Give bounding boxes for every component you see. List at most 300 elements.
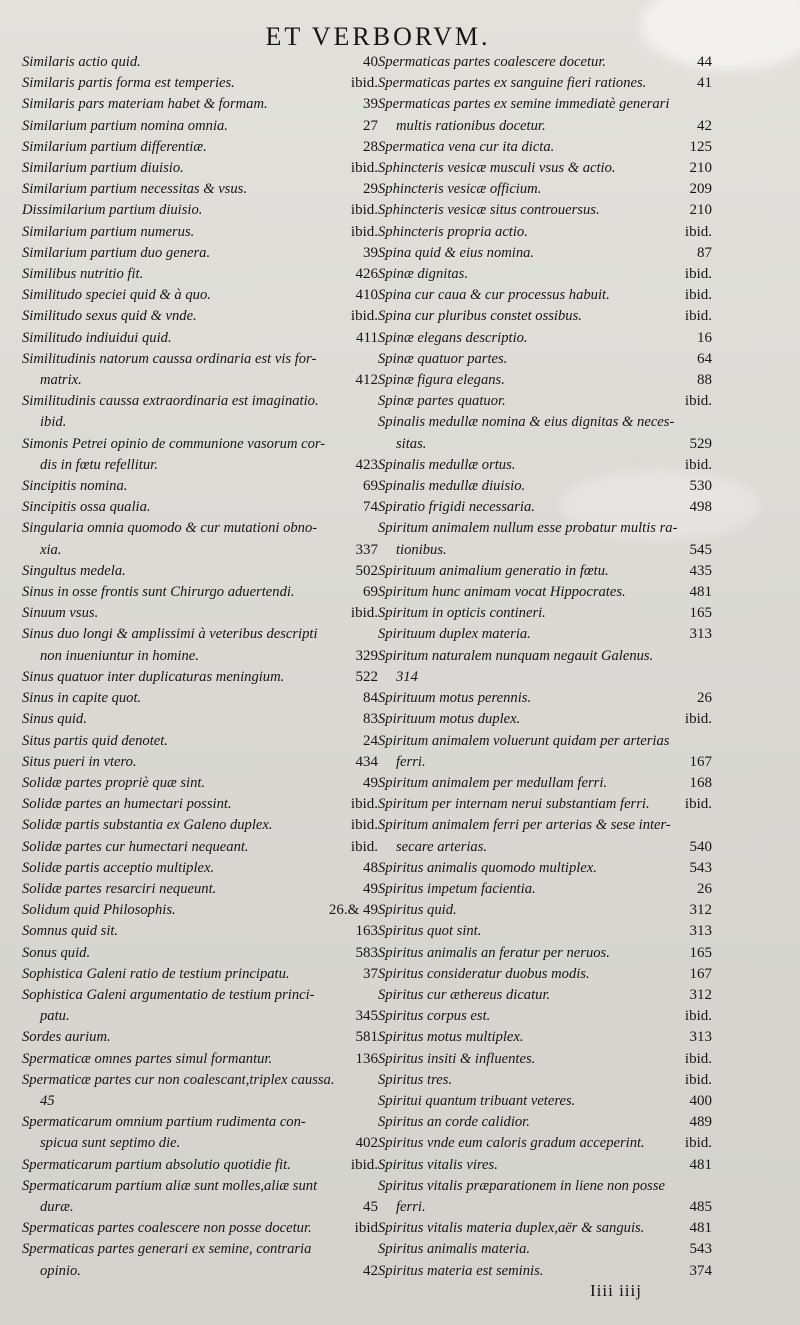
entry-page-ref: ibid.	[350, 838, 378, 855]
entry-text: Situs partis quid denotet.	[22, 732, 168, 749]
index-entry	[378, 943, 712, 964]
index-entry	[378, 1027, 712, 1048]
entry-text: Spermaticas partes ex semine immediatè generari	[378, 96, 670, 113]
entry-page-ref: 485	[689, 1198, 712, 1215]
entry-text: Similitudo indiuidui quid.	[22, 329, 172, 346]
entry-page-ref: ibid.	[684, 456, 712, 473]
index-entry	[378, 243, 712, 264]
entry-page-ref: 313	[689, 1029, 712, 1046]
index-entry	[22, 222, 378, 243]
entry-continuation: dis in fœtu refellitur.	[40, 456, 158, 473]
entry-page-ref: 165	[689, 605, 712, 622]
entry-text: Spinæ figura elegans.	[378, 372, 505, 389]
index-entry	[378, 52, 712, 73]
entry-page-ref: 481	[689, 1220, 712, 1237]
entry-text: Spermaticas partes generari ex semine, contraria	[22, 1241, 312, 1258]
entry-text: Spermaticarum partium aliæ sunt molles,aliæ sunt	[22, 1177, 318, 1194]
entry-page-ref: 498	[689, 499, 712, 516]
entry-page-ref: 543	[689, 859, 712, 876]
entry-text: Sphincteris vesicæ musculi vsus & actio.	[378, 160, 616, 177]
entry-text: Similaris actio quid.	[22, 54, 141, 70]
index-entry	[378, 582, 712, 603]
entry-page-ref: ibid.	[684, 1135, 712, 1152]
entry-page-ref: ibid	[354, 1220, 378, 1237]
entry-text: Similarium partium nomina omnia.	[22, 117, 228, 134]
entry-text: Spermaticas partes coalescere docetur.	[378, 54, 607, 70]
entry-text: Spiritum animalem ferri per arterias & sese inter-	[378, 817, 671, 834]
entry-text: Spermaticæ partes cur non coalescant,triplex caussa.	[22, 1071, 335, 1088]
entry-text: Similitudo speciei quid & à quo.	[22, 287, 211, 304]
entry-page-ref: 42	[697, 117, 712, 134]
index-entry	[22, 943, 378, 964]
index-entry	[378, 73, 712, 94]
entry-text: Spiritus vnde eum caloris gradum acceperint.	[378, 1135, 645, 1152]
index-entry	[22, 137, 378, 158]
entry-page-ref: 26	[697, 880, 712, 897]
entry-page-ref: ibid.	[350, 796, 378, 813]
entry-text: Sphincteris vesicæ officium.	[378, 181, 542, 198]
entry-page-ref: 167	[689, 965, 712, 982]
entry-text: Spirituum motus perennis.	[378, 690, 532, 707]
entry-text: Spiritus consideratur duobus modis.	[378, 965, 590, 982]
entry-page-ref: 125	[689, 138, 712, 155]
entry-continuation: ferri.	[396, 753, 426, 770]
entry-page-ref: ibid.	[684, 1071, 712, 1088]
entry-text: Spiritus corpus est.	[378, 1008, 491, 1025]
index-entry	[22, 434, 378, 476]
entry-text: Spiritui quantum tribuant veteres.	[378, 1092, 576, 1109]
entry-page-ref: ibid.	[350, 308, 378, 325]
index-entry	[378, 815, 712, 857]
entry-page-ref: 64	[697, 350, 712, 367]
index-entry	[22, 158, 378, 179]
entry-text: Solidæ partes cur humectari nequeant.	[22, 838, 249, 855]
entry-page-ref: 522	[355, 668, 378, 685]
entry-text: Sinus quid.	[22, 711, 87, 728]
entry-text: Similaris partis forma est temperies.	[22, 75, 235, 92]
entry-page-ref: ibid.	[684, 796, 712, 813]
index-entry	[22, 879, 378, 900]
entry-page-ref: 40	[363, 54, 378, 70]
entry-text: Sinuum vsus.	[22, 605, 99, 622]
index-entry	[378, 921, 712, 942]
entry-page-ref: 545	[689, 541, 712, 558]
entry-continuation: spicua sunt septimo die.	[40, 1135, 181, 1152]
entry-text: Spermaticas partes ex sanguine fieri rationes.	[378, 75, 647, 92]
entry-page-ref: 136	[355, 1050, 378, 1067]
index-entry	[22, 497, 378, 518]
entry-page-ref: 49	[363, 774, 378, 791]
entry-text: Spiritus impetum facientia.	[378, 880, 536, 897]
index-entry	[22, 94, 378, 115]
entry-page-ref: 313	[689, 626, 712, 643]
entry-page-ref: 168	[689, 774, 712, 791]
entry-page-ref: 313	[689, 923, 712, 940]
entry-continuation: xia.	[40, 541, 62, 558]
entry-text: Solidæ partes resarciri nequeunt.	[22, 880, 217, 897]
entry-text: Spiritum animalem per medullam ferri.	[378, 774, 608, 791]
index-entry	[378, 306, 712, 327]
index-entry	[378, 1261, 712, 1282]
entry-text: Singularia omnia quomodo & cur mutationi obno-	[22, 520, 318, 537]
index-entry	[22, 264, 378, 285]
entry-text: Spiritus quot sint.	[378, 923, 482, 940]
entry-text: Similibus nutritio fit.	[22, 266, 144, 283]
entry-text: Sinus in capite quot.	[22, 690, 142, 707]
index-entry	[378, 964, 712, 985]
index-entry	[378, 1155, 712, 1176]
entry-text: Spiritum in opticis contineri.	[378, 605, 546, 622]
index-entry	[22, 603, 378, 624]
entry-page-ref: 581	[355, 1029, 378, 1046]
index-entry	[378, 879, 712, 900]
entry-text: Sphincteris vesicæ situs controuersus.	[378, 202, 600, 219]
entry-page-ref: 87	[697, 244, 712, 261]
index-entry	[378, 412, 712, 454]
index-entry	[22, 794, 378, 815]
index-entry	[378, 476, 712, 497]
entry-page-ref: 210	[689, 160, 712, 177]
index-entry	[22, 667, 378, 688]
entry-page-ref: 435	[689, 562, 712, 579]
index-entry	[22, 73, 378, 94]
index-entry	[378, 1049, 712, 1070]
entry-text: Similarium partium duo genera.	[22, 244, 211, 261]
entry-page-ref: ibid.	[350, 605, 378, 622]
entry-page-ref: 543	[689, 1241, 712, 1258]
entry-text: Spina cur caua & cur processus habuit.	[378, 287, 610, 304]
entry-text: Sordes aurium.	[22, 1029, 111, 1046]
entry-page-ref: 45	[363, 1198, 378, 1215]
index-entry	[378, 158, 712, 179]
entry-page-ref: 84	[363, 690, 378, 707]
entry-page-ref: 44	[697, 54, 712, 70]
entry-continuation: duræ.	[40, 1198, 74, 1215]
index-entry	[378, 518, 712, 560]
entry-continuation: ferri.	[396, 1198, 426, 1215]
index-entry	[22, 731, 378, 752]
entry-page-ref: 39	[363, 244, 378, 261]
entry-page-ref: 24	[363, 732, 378, 749]
entry-text: Spinæ quatuor partes.	[378, 350, 508, 367]
entry-text: Similarium partium necessitas & vsus.	[22, 181, 247, 198]
entry-text: Spermaticarum partium absolutio quotidie fit.	[22, 1156, 291, 1173]
entry-text: Spina cur pluribus constet ossibus.	[378, 308, 582, 325]
entry-page-ref: 329	[355, 647, 378, 664]
index-entry	[22, 1239, 378, 1281]
index-entry	[22, 52, 378, 73]
index-entry	[22, 964, 378, 985]
entry-text: Similitudinis natorum caussa ordinaria est vis for-	[22, 350, 317, 367]
entry-text: Spiritus materia est seminis.	[378, 1262, 544, 1279]
index-entry	[378, 624, 712, 645]
index-entry	[22, 624, 378, 666]
entry-text: Spinalis medullæ diuisio.	[378, 478, 526, 495]
entry-page-ref: 210	[689, 202, 712, 219]
entry-text: Spirituum duplex materia.	[378, 626, 531, 643]
entry-text: Sonus quid.	[22, 944, 91, 961]
entry-text: Spiritum naturalem nunquam negauit Galenus.	[378, 647, 654, 664]
index-entry	[22, 476, 378, 497]
index-entry	[378, 1133, 712, 1154]
entry-page-ref: 530	[689, 478, 712, 495]
entry-page-ref: ibid.	[684, 1008, 712, 1025]
entry-page-ref: 209	[689, 181, 712, 198]
index-entry	[22, 561, 378, 582]
entry-text: Spiritum per internam nerui substantiam ferri.	[378, 796, 650, 813]
index-entry	[22, 1155, 378, 1176]
entry-page-ref: 163	[355, 923, 378, 940]
entry-continuation: 314	[396, 668, 418, 685]
index-entry	[22, 985, 378, 1027]
entry-text: Spina quid & eius nomina.	[378, 244, 535, 261]
index-entry	[22, 815, 378, 836]
entry-text: Spinæ elegans descriptio.	[378, 329, 528, 346]
index-entry	[22, 243, 378, 264]
entry-page-ref: 167	[689, 753, 712, 770]
entry-page-ref: 312	[689, 902, 712, 919]
entry-page-ref: 37	[363, 965, 378, 982]
index-entry	[378, 709, 712, 730]
entry-page-ref: 312	[689, 986, 712, 1003]
entry-page-ref: 489	[689, 1114, 712, 1131]
entry-page-ref: 337	[355, 541, 378, 558]
entry-text: Spiritus animalis materia.	[378, 1241, 531, 1258]
index-entry	[22, 391, 378, 433]
entry-text: Situs pueri in vtero.	[22, 753, 137, 770]
entry-text: Sinus quatuor inter duplicaturas meningium.	[22, 668, 285, 685]
entry-page-ref: 42	[363, 1262, 378, 1279]
index-entry	[22, 518, 378, 560]
entry-continuation: non inueniuntur in homine.	[40, 647, 199, 664]
entry-text: Spiritus tres.	[378, 1071, 453, 1088]
entry-page-ref: 402	[355, 1135, 378, 1152]
entry-page-ref: 502	[355, 562, 378, 579]
entry-text: Spiritus animalis an feratur per neruos.	[378, 944, 610, 961]
index-entry	[22, 328, 378, 349]
index-entry	[22, 349, 378, 391]
entry-text: Sincipitis nomina.	[22, 478, 128, 495]
index-entry	[22, 1027, 378, 1048]
entry-page-ref: ibid.	[684, 223, 712, 240]
entry-page-ref: ibid.	[684, 393, 712, 410]
entry-text: Spiritum hunc animam vocat Hippocrates.	[378, 584, 626, 601]
entry-page-ref: 481	[689, 584, 712, 601]
index-entry	[22, 1112, 378, 1154]
entry-page-ref: ibid.	[350, 75, 378, 92]
index-entry	[22, 1176, 378, 1218]
entry-text: Similarium partium differentiæ.	[22, 138, 207, 155]
index-column-left	[22, 52, 378, 1282]
index-entry	[22, 688, 378, 709]
entry-page-ref: 434	[355, 753, 378, 770]
entry-text: Dissimilarium partium diuisio.	[22, 202, 203, 219]
entry-page-ref: ibid.	[684, 1050, 712, 1067]
entry-text: Solidæ partis substantia ex Galeno duplex.	[22, 817, 273, 834]
index-entry	[22, 921, 378, 942]
entry-text: Similarium partium diuisio.	[22, 160, 184, 177]
entry-text: Sophistica Galeni argumentatio de testium princi-	[22, 986, 315, 1003]
entry-text: Sophistica Galeni ratio de testium principatu.	[22, 965, 290, 982]
index-entry	[22, 858, 378, 879]
entry-page-ref: 27	[363, 117, 378, 134]
index-entry	[378, 94, 712, 136]
entry-continuation: sitas.	[396, 435, 427, 452]
index-entry	[22, 900, 378, 921]
entry-page-ref: 26.& 49	[328, 902, 378, 919]
entry-page-ref: 426	[355, 266, 378, 283]
entry-page-ref: 29	[363, 181, 378, 198]
entry-text: Similitudinis caussa extraordinaria est imaginatio.	[22, 393, 319, 410]
index-entry	[378, 285, 712, 306]
signature-mark: Iiii iiij	[590, 1281, 642, 1300]
entry-text: Spirituum animalium generatio in fœtu.	[378, 562, 609, 579]
index-entry	[378, 1091, 712, 1112]
entry-page-ref: 423	[355, 456, 378, 473]
entry-text: Spinæ partes quatuor.	[378, 393, 506, 410]
entry-text: Sincipitis ossa qualia.	[22, 499, 151, 516]
index-entry	[378, 731, 712, 773]
entry-text: Similitudo sexus quid & vnde.	[22, 308, 197, 325]
index-entry	[378, 900, 712, 921]
entry-page-ref: 16	[697, 329, 712, 346]
index-column-right	[378, 52, 712, 1282]
entry-text: Spinalis medullæ nomina & eius dignitas & neces-	[378, 414, 675, 431]
index-entry	[22, 837, 378, 858]
entry-continuation: patu.	[40, 1008, 70, 1025]
index-entry	[378, 497, 712, 518]
index-entry	[378, 200, 712, 221]
index-entry	[378, 370, 712, 391]
entry-text: Spiritus vitalis præparationem in liene non posse	[378, 1177, 666, 1194]
index-entry	[378, 603, 712, 624]
entry-page-ref: 412	[355, 372, 378, 389]
entry-text: Spermaticæ omnes partes simul formantur.	[22, 1050, 273, 1067]
running-header: ET VERBORVM.	[265, 22, 491, 51]
index-entry	[22, 116, 378, 137]
entry-page-ref: 74	[363, 499, 378, 516]
entry-text: Spiritum animalem nullum esse probatur multis ra-	[378, 520, 678, 537]
entry-page-ref: 26	[697, 690, 712, 707]
entry-page-ref: ibid.	[684, 308, 712, 325]
index-entry	[22, 1218, 378, 1239]
entry-text: Spiritus an corde calidior.	[378, 1114, 530, 1131]
entry-continuation: matrix.	[40, 372, 82, 389]
entry-text: Sinus duo longi & amplissimi à veteribus descripti	[22, 626, 318, 643]
entry-text: Spermaticas partes coalescere non posse docetur.	[22, 1220, 312, 1237]
entry-text: Spermaticarum omnium partium rudimenta con-	[22, 1114, 306, 1131]
entry-text: Spirituum motus duplex.	[378, 711, 521, 728]
entry-text: Spiratio frigidi necessaria.	[378, 499, 535, 516]
entry-continuation: secare arterias.	[396, 838, 488, 855]
index-entry	[378, 1006, 712, 1027]
entry-continuation: ibid.	[40, 414, 67, 431]
entry-page-ref: ibid.	[684, 711, 712, 728]
entry-text: Spiritus motus multiplex.	[378, 1029, 524, 1046]
index-entry	[378, 858, 712, 879]
entry-page-ref: 374	[689, 1262, 712, 1279]
index-entry	[378, 1176, 712, 1218]
index-entry	[378, 349, 712, 370]
entry-text: Spiritus animalis quomodo multiplex.	[378, 859, 597, 876]
index-entry	[378, 688, 712, 709]
index-entry	[378, 646, 712, 688]
index-entry	[22, 306, 378, 327]
entry-text: Sinus in osse frontis sunt Chirurgo aduertendi.	[22, 584, 295, 601]
index-entry	[378, 985, 712, 1006]
index-entry	[378, 1112, 712, 1133]
index-entry	[378, 1070, 712, 1091]
entry-continuation: tionibus.	[396, 541, 447, 558]
entry-page-ref: 583	[355, 944, 378, 961]
index-entry	[22, 179, 378, 200]
entry-page-ref: 28	[363, 138, 378, 155]
entry-continuation: opinio.	[40, 1262, 81, 1279]
entry-text: Solidæ partis acceptio multiplex.	[22, 859, 215, 876]
entry-page-ref: 48	[363, 859, 378, 876]
entry-page-ref: 540	[689, 838, 712, 855]
index-entry	[22, 285, 378, 306]
index-entry	[22, 709, 378, 730]
index-entry	[378, 137, 712, 158]
index-entry	[22, 200, 378, 221]
entry-page-ref: 88	[697, 372, 712, 389]
entry-text: Spinæ dignitas.	[378, 266, 469, 283]
entry-page-ref: 345	[355, 1008, 378, 1025]
index-entry	[378, 1239, 712, 1260]
entry-text: Simonis Petrei opinio de communione vasorum cor-	[22, 435, 326, 452]
index-entry	[378, 179, 712, 200]
entry-text: Spiritus vitalis materia duplex,aër & sanguis.	[378, 1220, 645, 1237]
index-entry	[378, 222, 712, 243]
entry-text: Spiritus insiti & influentes.	[378, 1050, 536, 1067]
entry-continuation: multis rationibus docetur.	[396, 117, 546, 134]
entry-text: Spiritus vitalis vires.	[378, 1156, 498, 1173]
entry-page-ref: 165	[689, 944, 712, 961]
entry-page-ref: 69	[363, 584, 378, 601]
entry-page-ref: 400	[689, 1092, 712, 1109]
index-entry	[22, 773, 378, 794]
entry-page-ref: ibid.	[350, 223, 378, 240]
entry-text: Somnus quid sit.	[22, 923, 119, 940]
entry-page-ref: ibid.	[684, 287, 712, 304]
entry-text: Similarium partium numerus.	[22, 223, 195, 240]
entry-page-ref: ibid.	[350, 1156, 378, 1173]
entry-page-ref: 69	[363, 478, 378, 495]
entry-page-ref: 410	[355, 287, 378, 304]
entry-page-ref: ibid.	[350, 160, 378, 177]
entry-text: Solidum quid Philosophis.	[22, 902, 176, 919]
entry-page-ref: ibid.	[684, 266, 712, 283]
index-entry	[378, 391, 712, 412]
entry-text: Spiritus quid.	[378, 902, 457, 919]
index-entry	[378, 773, 712, 794]
entry-text: Similaris pars materiam habet & formam.	[22, 96, 268, 113]
entry-text: Spiritum animalem voluerunt quidam per arterias	[378, 732, 670, 749]
entry-page-ref: 529	[689, 435, 712, 452]
entry-page-ref: 411	[356, 329, 378, 346]
entry-page-ref: 39	[363, 96, 378, 113]
entry-text: Sphincteris propria actio.	[378, 223, 528, 240]
index-entry	[22, 582, 378, 603]
entry-page-ref: 49	[363, 880, 378, 897]
index-entry	[22, 752, 378, 773]
index-entry	[378, 328, 712, 349]
entry-page-ref: ibid.	[350, 202, 378, 219]
entry-page-ref: ibid.	[350, 817, 378, 834]
index-entry	[378, 1218, 712, 1239]
entry-text: Spiritus cur æthereus dicatur.	[378, 986, 551, 1003]
